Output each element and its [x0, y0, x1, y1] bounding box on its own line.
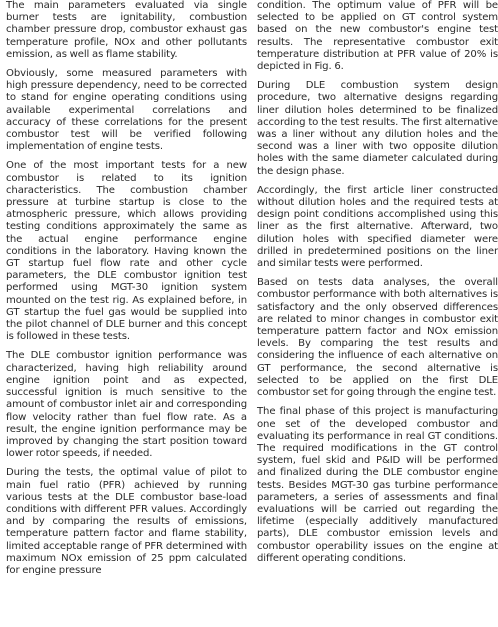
paragraph: The final phase of this project is manufacturing one set of the developed combustor and evaluating its performance in real GT conditions. The required modifications in the GT control system, fuel skid and P&ID will be performed and finalized during the DLE combustor engine tests. Besides MGT-30 gas turbine performance parameters, a series of assessments and final evaluations will be carried out regarding the lifetime (especially additively manufactured parts), DLE combustor emission levels and combustor operability issues on the engine at different operating conditions. — [257, 406, 498, 564]
paragraph: condition. The optimum value of PFR will be selected to be applied on GT control system based on the new combustor's engine test results. The representative combustor exit temperature distribution at PFR value of 20% is depicted in Fig. 6. — [257, 0, 498, 73]
paragraph: During DLE combustion system design procedure, two alternative designs regarding liner dilution holes determined to be finalized according to the test results. The first alternative was a liner without any dilution holes and the second was a liner with two opposite dilution holes with the same diameter calculated during the design phase. — [257, 80, 498, 177]
paragraph: Accordingly, the first article liner constructed without dilution holes and the required tests at design point conditions accomplished using this liner as the first alternative. Afterward, two dilution holes with specified diameter were drilled in predetermined positions on the liner and similar tests were performed. — [257, 184, 498, 270]
paragraph: The main parameters evaluated via single burner tests are ignitability, combustion chamber pressure drop, combustor exhaust gas temperature profile, NOx and other pollutants emission, as well as flame stability. — [6, 0, 247, 60]
paragraph: Obviously, some measured parameters with high pressure dependency, need to be corrected to stand for engine operating conditions using available experimental correlations and accuracy of these correlations for the present combustor test will be verified following implementation of engine tests. — [6, 68, 247, 153]
paragraph: The DLE combustor ignition performance was characterized, having high reliability around engine ignition point and as expected, successful ignition is much sensitive to the amount of combustor inlet air and corresponding flow velocity rather than fuel flow rate. As a result, the engine ignition performance may be improved by changing the start position toward lower rotor speeds, if needed. — [6, 350, 247, 460]
right-column — [257, 0, 498, 627]
paragraph: During the tests, the optimal value of pilot to main fuel ratio (PFR) achieved by running various tests at the DLE combustor base-load conditions with different PFR values. Accordingly and by comparing the results of emissions, temperature pattern factor and flame stability, limited acceptable range of PFR determined with maximum NOx emission of 25 ppm calculated for engine pressure — [6, 467, 247, 576]
paragraph: Based on tests data analyses, the overall combustor performance with both alternatives is satisfactory and the only observed differences are related to minor changes in combustor exit temperature pattern factor and NOx emission levels. By comparing the test results and considering the influence of each alternative on GT performance, the second alternative is selected to be applied on the first DLE combustor set for going through the engine test. — [257, 277, 498, 399]
paragraph: One of the most important tests for a new combustor is related to its ignition characteristics. The combustion chamber pressure at turbine startup is close to the atmospheric pressure, which allows providing testing conditions approximately the same as the actual engine performance engine conditions in the laboratory. Having known the GT startup fuel flow rate and other cycle parameters, the DLE combustor ignition test performed using MGT-30 ignition system mounted on the test rig. As explained before, in GT startup the fuel gas would be supplied into the pilot channel of DLE burner and this concept is followed in these tests. — [6, 160, 247, 343]
left-column — [6, 0, 247, 627]
